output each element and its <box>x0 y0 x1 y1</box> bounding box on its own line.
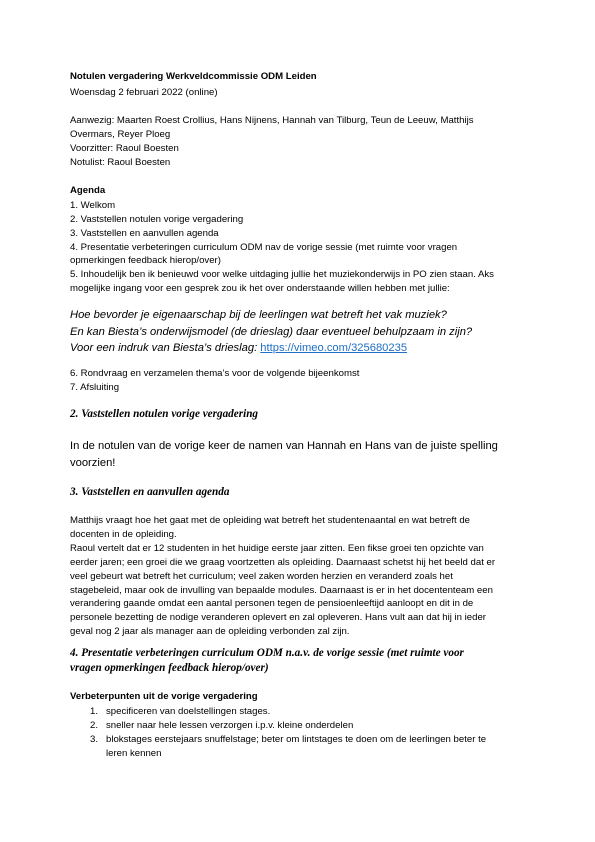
agenda-item: 1. Welkom <box>70 200 116 211</box>
section-3-text: eerder jaren; een groei die we graag voortzetten als opleiding. Daarnaast schetst hij het beeld dat er <box>70 557 496 568</box>
agenda-item: 2. Vaststellen notulen vorige vergadering <box>70 214 244 225</box>
list-item: specificeren van doelstellingen stages. <box>106 706 271 717</box>
list-item: sneller naar hele lessen verzorgen i.p.v. kleine onderdelen <box>106 720 354 731</box>
meeting-date: Woensdag 2 februari 2022 (online) <box>70 87 218 98</box>
section-3-text: stagebeleid, maar ook de invulling van bepaalde modules. Daarnaast is er in het docententeam een <box>70 585 493 596</box>
chair: Voorzitter: Raoul Boesten <box>70 143 179 154</box>
vimeo-link[interactable]: https://vimeo.com/325680235 <box>260 342 408 354</box>
agenda-question-1: Hoe bevorder je eigenaarschap bij de leerlingen wat betreft het vak muziek? <box>70 309 447 321</box>
minute-taker: Notulist: Raoul Boesten <box>70 157 171 168</box>
section-3-text: docenten in de opleiding. <box>70 529 177 540</box>
agenda-question-3-text: Voor een indruk van Biesta’s drieslag: <box>70 342 261 354</box>
list-item-cont: leren kennen <box>106 748 162 759</box>
list-number: 2. <box>90 720 99 731</box>
agenda-item: 5. Inhoudelijk ben ik benieuwd voor welke uitdaging jullie het muziekonderwijs in PO zien staan. Aks <box>70 269 494 280</box>
section-3-text: verandering gaande omdat een aantal personen tegen de pensioenleeftijd aanloopt en dit in de <box>70 598 474 609</box>
section-4-heading-cont: vragen opmerkingen feedback hierop/over) <box>70 662 269 674</box>
section-3-text: Matthijs vraagt hoe het gaat met de opleiding wat betreft het studentenaantal en wat betreft de <box>70 515 471 526</box>
section-3-text: geval nog 2 jaar als manager aan de opleiding verbonden zal zijn. <box>70 626 350 637</box>
section-4-subheading: Verbeterpunten uit de vorige vergadering <box>70 691 258 702</box>
section-4-heading: 4. Presentatie verbeteringen curriculum ODM n.a.v. de vorige sessie (met ruimte voor <box>70 647 464 659</box>
list-number: 1. <box>90 706 99 717</box>
agenda-item: 6. Rondvraag en verzamelen thema’s voor de volgende bijeenkomst <box>70 368 360 379</box>
section-3-text: Raoul vertelt dat er 12 studenten in het huidige eerste jaar zitten. Een fikse groei ten opzichte van <box>70 543 484 554</box>
agenda-item: mogelijke ingang voor een gesprek zou ik het over onderstaande willen hebben met jullie: <box>70 283 450 294</box>
section-3-heading: 3. Vaststellen en aanvullen agenda <box>70 486 230 498</box>
agenda-item: 4. Presentatie verbeteringen curriculum ODM nav de vorige sessie (met ruimte voor vragen <box>70 242 458 253</box>
attendees-line-2: Overmars, Reyer Ploeg <box>70 129 171 140</box>
document-title: Notulen vergadering Werkveldcommissie ODM Leiden <box>70 71 317 82</box>
list-item: blokstages eerstejaars snuffelstage; beter om lintstages te doen om de leerlingen beter te <box>106 734 487 745</box>
agenda-question-2: En kan Biesta’s onderwijsmodel (de drieslag) daar eventueel behulpzaam in zijn? <box>70 326 473 338</box>
list-number: 3. <box>90 734 99 745</box>
agenda-heading: Agenda <box>70 185 106 196</box>
section-3-text: veel gebeurt wat betreft het curriculum; veel zaken worden herzien en veranderd zoals het <box>70 571 453 582</box>
agenda-item: 3. Vaststellen en aanvullen agenda <box>70 228 219 239</box>
agenda-item: opmerkingen feedback hierop/over) <box>70 255 221 266</box>
agenda-item: 7. Afsluiting <box>70 382 120 393</box>
section-3-text: personele bezetting de nodige veranderen oplevert en zal opleveren. Hans vult aan dat hij in ieder <box>70 612 487 623</box>
attendees-line-1: Aanwezig: Maarten Roest Crollius, Hans Nijnens, Hannah van Tilburg, Teun de Leeuw, Matthijs <box>70 115 474 126</box>
agenda-question-3 <box>70 340 407 357</box>
section-2-text: In de notulen van de vorige keer de namen van Hannah en Hans van de juiste spelling <box>70 440 498 452</box>
section-2-text: voorzien! <box>70 457 116 469</box>
section-2-heading: 2. Vaststellen notulen vorige vergadering <box>70 408 259 420</box>
